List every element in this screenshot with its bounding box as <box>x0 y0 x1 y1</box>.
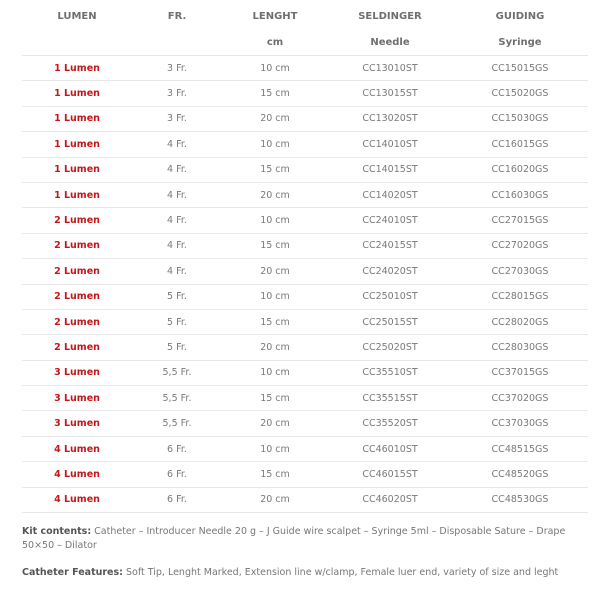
cell-fr: 5 Fr. <box>132 284 222 309</box>
cell-guiding-code: CC48530GS <box>452 487 588 512</box>
cell-fr: 5,5 Fr. <box>132 386 222 411</box>
cell-guiding-code: CC37020GS <box>452 386 588 411</box>
cell-length: 10 cm <box>222 436 328 461</box>
table-row <box>22 106 588 131</box>
cell-guiding-code: CC48515GS <box>452 436 588 461</box>
cell-lumen: 2 Lumen <box>22 309 132 334</box>
cell-seldinger-code: CC35510ST <box>328 360 452 385</box>
table-row <box>22 462 588 487</box>
table-row <box>22 436 588 461</box>
cell-seldinger-code: CC13020ST <box>328 106 452 131</box>
cell-fr: 4 Fr. <box>132 259 222 284</box>
header-row-secondary <box>22 29 588 56</box>
table-row <box>22 81 588 106</box>
cell-guiding-code: CC28030GS <box>452 335 588 360</box>
table-row <box>22 208 588 233</box>
header-guiding: GUIDING <box>495 10 545 22</box>
table-row <box>22 309 588 334</box>
cell-length: 20 cm <box>222 411 328 436</box>
cell-lumen: 2 Lumen <box>22 335 132 360</box>
cell-lumen: 1 Lumen <box>22 157 132 182</box>
cell-lumen: 1 Lumen <box>22 81 132 106</box>
cell-fr: 6 Fr. <box>132 487 222 512</box>
cell-seldinger-code: CC14015ST <box>328 157 452 182</box>
cell-guiding-code: CC27020GS <box>452 233 588 258</box>
table-row <box>22 335 588 360</box>
table-row <box>22 487 588 512</box>
cell-seldinger-code: CC24010ST <box>328 208 452 233</box>
cell-length: 20 cm <box>222 259 328 284</box>
cell-guiding-code: CC48520GS <box>452 462 588 487</box>
cell-fr: 6 Fr. <box>132 462 222 487</box>
cell-lumen: 3 Lumen <box>22 411 132 436</box>
cell-length: 10 cm <box>222 208 328 233</box>
cell-lumen: 2 Lumen <box>22 284 132 309</box>
header-length: LENGHT <box>252 10 298 22</box>
cell-fr: 5 Fr. <box>132 309 222 334</box>
cell-guiding-code: CC37030GS <box>452 411 588 436</box>
cell-fr: 3 Fr. <box>132 56 222 81</box>
cell-seldinger-code: CC13010ST <box>328 56 452 81</box>
cell-lumen: 4 Lumen <box>22 436 132 461</box>
cell-seldinger-code: CC14020ST <box>328 182 452 207</box>
cell-length: 10 cm <box>222 132 328 157</box>
cell-length: 15 cm <box>222 81 328 106</box>
cell-length: 10 cm <box>222 56 328 81</box>
cell-guiding-code: CC16020GS <box>452 157 588 182</box>
catheter-features-text: Soft Tip, Lenght Marked, Extension line w/clamp, Female luer end, variety of size and leght <box>122 567 559 578</box>
cell-length: 20 cm <box>222 182 328 207</box>
cell-seldinger-code: CC46010ST <box>328 436 452 461</box>
cell-seldinger-code: CC35515ST <box>328 386 452 411</box>
cell-fr: 4 Fr. <box>132 182 222 207</box>
header-lumen: LUMEN <box>57 10 97 22</box>
table-row <box>22 411 588 436</box>
cell-seldinger-code: CC14010ST <box>328 132 452 157</box>
cell-fr: 4 Fr. <box>132 233 222 258</box>
cell-seldinger-code: CC25015ST <box>328 309 452 334</box>
cell-lumen: 1 Lumen <box>22 56 132 81</box>
cell-length: 15 cm <box>222 309 328 334</box>
cell-seldinger-code: CC25010ST <box>328 284 452 309</box>
cell-length: 10 cm <box>222 360 328 385</box>
cell-lumen: 2 Lumen <box>22 208 132 233</box>
cell-lumen: 2 Lumen <box>22 259 132 284</box>
table-row <box>22 259 588 284</box>
cell-seldinger-code: CC35520ST <box>328 411 452 436</box>
cell-seldinger-code: CC24015ST <box>328 233 452 258</box>
table-row <box>22 132 588 157</box>
cell-fr: 3 Fr. <box>132 106 222 131</box>
kit-contents-text: Catheter – Introducer Needle 20 g – J Guide wire scalpet – Syringe 5ml – Disposable Sature – Drape 50×50 – Dilator <box>22 526 566 551</box>
cell-seldinger-code: CC46020ST <box>328 487 452 512</box>
cell-lumen: 4 Lumen <box>22 487 132 512</box>
catheter-spec-table <box>22 3 588 513</box>
header-fr-sub <box>132 29 222 56</box>
cell-length: 20 cm <box>222 106 328 131</box>
header-row-primary <box>22 3 588 29</box>
cell-lumen: 3 Lumen <box>22 386 132 411</box>
cell-length: 20 cm <box>222 487 328 512</box>
cell-fr: 4 Fr. <box>132 208 222 233</box>
cell-guiding-code: CC16015GS <box>452 132 588 157</box>
cell-seldinger-code: CC46015ST <box>328 462 452 487</box>
cell-seldinger-code: CC25020ST <box>328 335 452 360</box>
cell-guiding-code: CC28020GS <box>452 309 588 334</box>
header-seldinger-sub: Needle <box>328 29 452 56</box>
table-row <box>22 182 588 207</box>
cell-length: 10 cm <box>222 284 328 309</box>
cell-lumen: 1 Lumen <box>22 182 132 207</box>
kit-contents-note <box>22 525 588 553</box>
kit-contents-label: Kit contents: <box>22 526 92 537</box>
cell-seldinger-code: CC24020ST <box>328 259 452 284</box>
table-row <box>22 157 588 182</box>
cell-length: 15 cm <box>222 157 328 182</box>
cell-fr: 5,5 Fr. <box>132 411 222 436</box>
table-body <box>22 56 588 513</box>
cell-guiding-code: CC15020GS <box>452 81 588 106</box>
header-seldinger: SELDINGER <box>358 10 422 22</box>
cell-lumen: 3 Lumen <box>22 360 132 385</box>
cell-length: 15 cm <box>222 462 328 487</box>
cell-fr: 3 Fr. <box>132 81 222 106</box>
cell-seldinger-code: CC13015ST <box>328 81 452 106</box>
header-guiding-sub: Syringe <box>452 29 588 56</box>
table-row <box>22 233 588 258</box>
cell-length: 15 cm <box>222 233 328 258</box>
cell-lumen: 2 Lumen <box>22 233 132 258</box>
cell-fr: 6 Fr. <box>132 436 222 461</box>
table-row <box>22 360 588 385</box>
cell-guiding-code: CC16030GS <box>452 182 588 207</box>
cell-guiding-code: CC37015GS <box>452 360 588 385</box>
cell-fr: 5 Fr. <box>132 335 222 360</box>
cell-length: 15 cm <box>222 386 328 411</box>
table-row <box>22 386 588 411</box>
table-row <box>22 56 588 81</box>
header-lumen-sub <box>22 29 132 56</box>
table-header <box>22 3 588 56</box>
cell-lumen: 1 Lumen <box>22 106 132 131</box>
cell-guiding-code: CC15015GS <box>452 56 588 81</box>
cell-guiding-code: CC27030GS <box>452 259 588 284</box>
cell-fr: 5,5 Fr. <box>132 360 222 385</box>
cell-guiding-code: CC15030GS <box>452 106 588 131</box>
catheter-features-label: Catheter Features: <box>22 567 123 578</box>
cell-guiding-code: CC27015GS <box>452 208 588 233</box>
cell-fr: 4 Fr. <box>132 157 222 182</box>
cell-fr: 4 Fr. <box>132 132 222 157</box>
cell-lumen: 4 Lumen <box>22 462 132 487</box>
catheter-features-note <box>22 566 588 580</box>
cell-guiding-code: CC28015GS <box>452 284 588 309</box>
cell-length: 20 cm <box>222 335 328 360</box>
table-row <box>22 284 588 309</box>
header-length-unit: cm <box>222 29 328 56</box>
header-fr: FR. <box>167 10 187 22</box>
cell-lumen: 1 Lumen <box>22 132 132 157</box>
